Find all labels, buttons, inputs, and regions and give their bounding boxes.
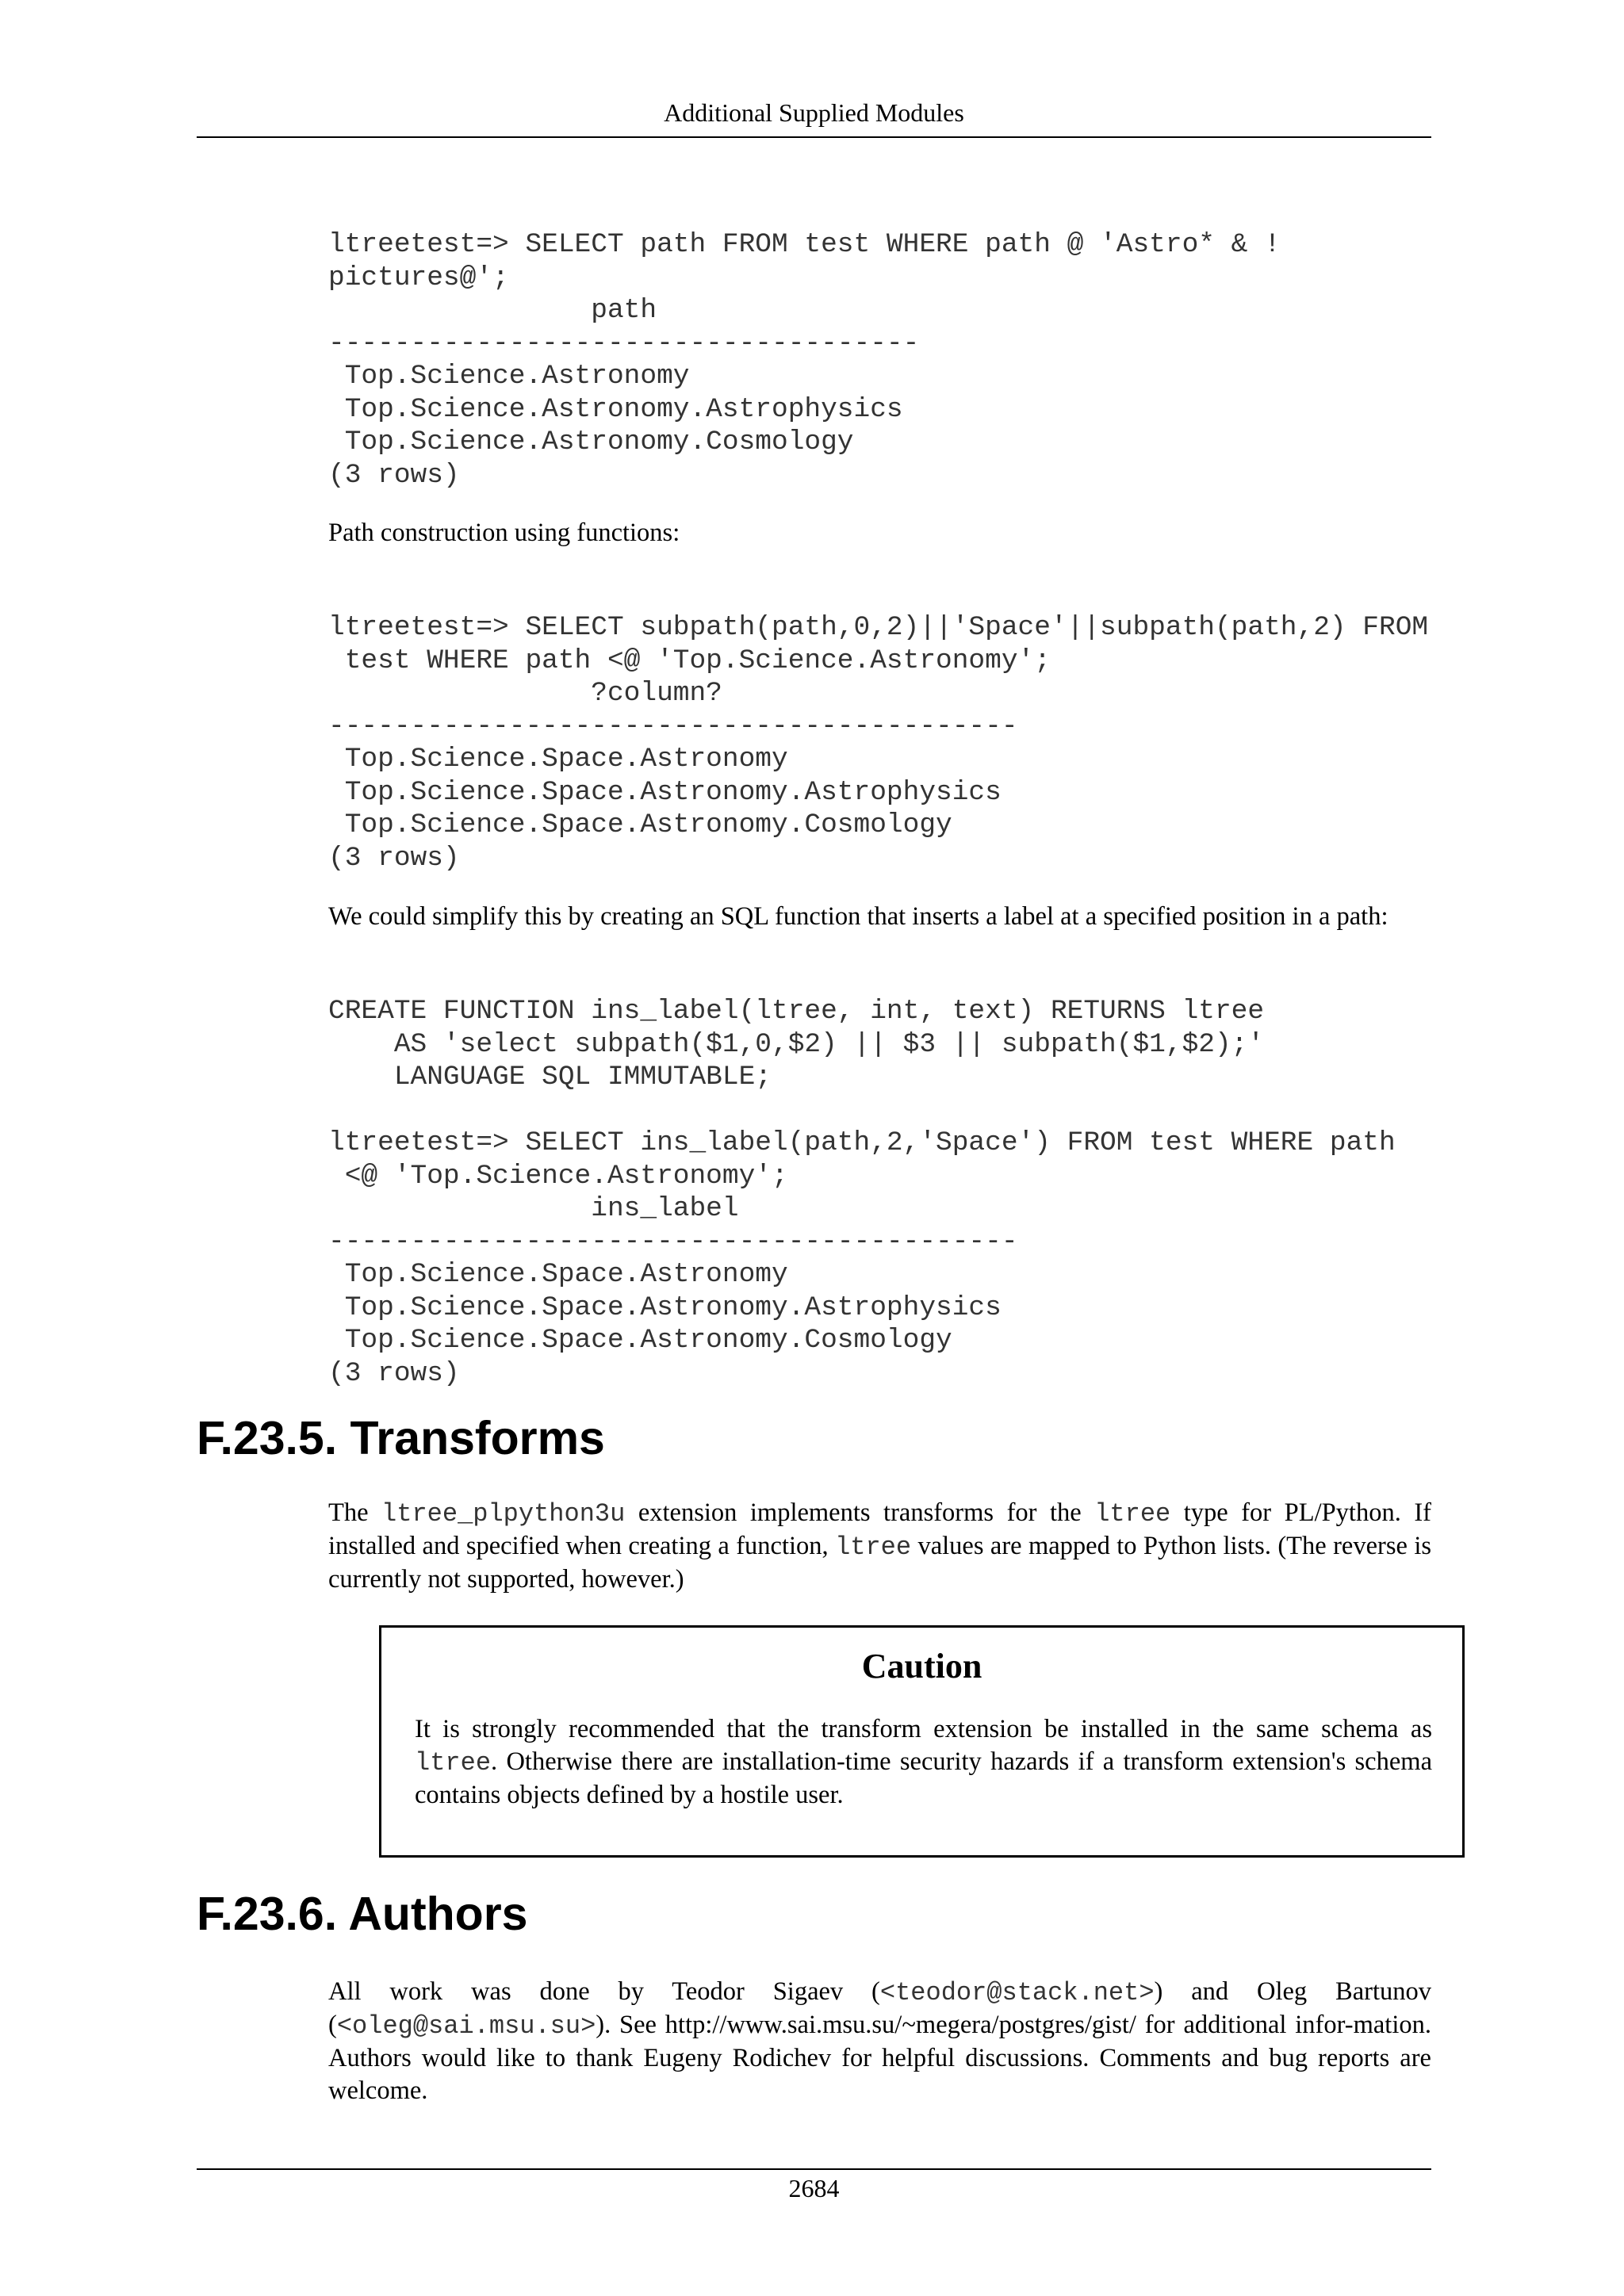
- code-block-path-query: ltreetest=> SELECT path FROM test WHERE path @ 'Astro* & ! pictures@'; path ------------------------------------ Top.Science.Astronomy Top.Science.Astronomy.Astrophysics Top.Science.Astronomy.Cosmology (3 rows): [328, 229, 1281, 491]
- footer-rule: [197, 2168, 1431, 2170]
- code-block-subpath-query: ltreetest=> SELECT subpath(path,0,2)||'Space'||subpath(path,2) FROM test WHERE path <@ 'Top.Science.Astronomy'; ?column? ------------------------------------------ Top.Science.Space.Astronomy Top.Science.Space.Astronomy.Astrophysics Top.Science.Space.Astronomy.Cosmology (3 rows): [328, 612, 1429, 874]
- caution-title: Caution: [861, 1647, 982, 1686]
- running-header: Additional Supplied Modules: [664, 98, 964, 127]
- transforms-code-ltree-1: ltree: [1094, 1499, 1171, 1529]
- path-construction-paragraph: Path construction using functions:: [328, 519, 680, 547]
- page-number: 2684: [788, 2174, 840, 2202]
- caution-text-1: It is strongly recommended that the transform extension be installed in the same schema as: [415, 1715, 1432, 1743]
- transforms-code-plpython: ltree_plpython3u: [381, 1499, 626, 1529]
- caution-text-2: . Otherwise there are installation-time security hazards if a transform extension's schema contains objects defined by a hostile user.: [415, 1747, 1432, 1809]
- author-email-teodor: <teodor@stack.net>: [879, 1978, 1155, 2007]
- caution-box: [379, 1625, 1465, 1858]
- header-rule: [197, 136, 1431, 138]
- authors-text-1: All work was done by Teodor Sigaev (: [328, 1977, 880, 2006]
- transforms-text-3: type for PL/Python. If installed and specified when creating a function,: [328, 1498, 1431, 1560]
- transforms-heading: F.23.5. Transforms: [197, 1412, 605, 1464]
- authors-text-3: ). See http://www.sai.msu.su/~megera/postgres/gist/ for additional infor-mation. Authors would like to thank Eugeny Rodichev for helpful discussions. Comments and bug reports are welcome.: [328, 2011, 1431, 2105]
- caution-code-ltree: ltree: [415, 1748, 492, 1777]
- authors-paragraph: [328, 1976, 1431, 2107]
- authors-heading: F.23.6. Authors: [197, 1888, 528, 1940]
- transforms-code-ltree-2: ltree: [835, 1533, 912, 1562]
- author-email-oleg: <oleg@sai.msu.su>: [336, 2011, 596, 2041]
- caution-text: [415, 1713, 1432, 1812]
- simplify-paragraph: We could simplify this by creating an SQL function that inserts a label at a specified position in a path:: [328, 902, 1388, 931]
- code-block-ins-label: CREATE FUNCTION ins_label(ltree, int, text) RETURNS ltree AS 'select subpath($1,0,$2) || $3 || subpath($1,$2);' LANGUAGE SQL IMMUTABLE; ltreetest=> SELECT ins_label(path,2,'Space') FROM test WHERE path <@ 'Top.Science.Astronomy'; ins_label ------------------------------------------ Top.Science.Space.Astronomy Top.Science.Space.Astronomy.Astrophysics Top.Science.Space.Astronomy.Cosmology (3 rows): [328, 996, 1396, 1389]
- transforms-text-2: extension implements transforms for the: [625, 1498, 1095, 1527]
- transforms-paragraph: [328, 1497, 1431, 1596]
- authors-text-2: ) and Oleg Bartunov (: [328, 1977, 1432, 2039]
- transforms-text-4: values are mapped to Python lists. (The reverse is currently not supported, however.): [328, 1532, 1431, 1594]
- transforms-text-1: The: [328, 1498, 382, 1527]
